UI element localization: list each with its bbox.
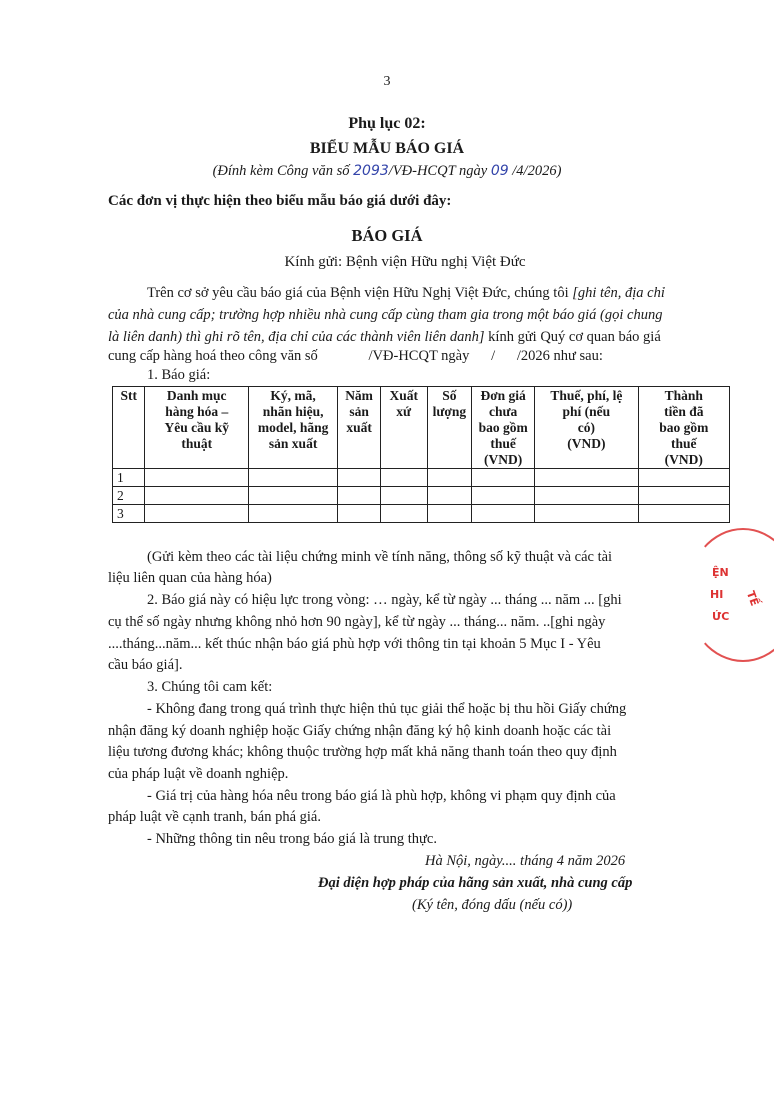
handwritten-doc-number: 2093 <box>353 163 389 179</box>
commit-1-line-4: của pháp luật về doanh nghiệp. <box>108 766 289 782</box>
quote-title: BÁO GIÁ <box>351 226 423 245</box>
stamp-text-4: TẾ <box>743 589 762 608</box>
note-line-1: (Gửi kèm theo các tài liệu chứng minh về tính năng, thông số kỹ thuật và các tài <box>147 549 613 565</box>
stamp-text-3: ỨC <box>712 610 730 623</box>
s2-line-4: cầu báo giá]. <box>108 657 183 673</box>
intro-l3-plain: kính gửi Quý cơ quan báo giá <box>484 329 661 345</box>
handwritten-day: 09 <box>490 163 509 179</box>
table-row <box>113 505 730 523</box>
intro-line-2: của nhà cung cấp; trường hợp nhiều nhà cung cấp cùng tham gia trong một báo giá (gọi chung <box>108 307 663 323</box>
header-total: Thành tiền đã bao gồm thuế (VND) <box>638 387 729 469</box>
commit-3: - Những thông tin nêu trong báo giá là trung thực. <box>147 831 437 847</box>
header-item: Danh mục hàng hóa – Yêu cầu kỹ thuật <box>145 387 249 469</box>
intro-line-3 <box>108 329 661 346</box>
intro-l3-italic: là liên danh) thì ghi rõ tên, địa chỉ của các thành viên liên danh] <box>108 329 485 345</box>
instruction-heading: Các đơn vị thực hiện theo biểu mẫu báo giá dưới đây: <box>108 193 452 209</box>
commit-1-line-3: liệu tương đương khác; không thuộc trường hợp mất khả năng thanh toán theo quy định <box>108 744 617 760</box>
header-tax: Thuế, phí, lệ phí (nếu có) (VND) <box>535 387 639 469</box>
header-year: Năm sản xuất <box>338 387 381 469</box>
table-row <box>113 487 730 505</box>
appendix-title: Phụ lục 02: <box>348 115 426 132</box>
note-line-2: liệu liên quan của hàng hóa) <box>108 570 272 586</box>
commit-2-line-2: pháp luật về cạnh tranh, bán phá giá. <box>108 809 321 825</box>
commit-2-line-1: - Giá trị của hàng hóa nêu trong báo giá là phù hợp, không vi phạm quy định của <box>147 788 616 804</box>
s2-line-2: cụ thể số ngày nhưng không nhỏ hơn 90 ngày], kể từ ngày ... tháng... năm. ..[ghi ngày <box>108 614 606 630</box>
stamp-text-1: ỆN <box>712 566 729 579</box>
row-stt: 3 <box>113 505 145 523</box>
row-stt: 2 <box>113 487 145 505</box>
attachment-line <box>0 163 774 180</box>
stamp-text-2: HI <box>710 588 724 601</box>
sign-note: (Ký tên, đóng dấu (nếu có)) <box>412 897 573 913</box>
header-origin: Xuất xứ <box>380 387 427 469</box>
row-stt: 1 <box>113 469 145 487</box>
recipient-line: Kính gửi: Bệnh viện Hữu nghị Việt Đức <box>284 254 526 270</box>
commit-1-line-2: nhận đăng ký doanh nghiệp hoặc Giấy chứng nhận đăng ký hộ kinh doanh hoặc các tài <box>108 723 612 739</box>
attachment-suffix: /4/2026) <box>508 163 562 179</box>
commit-1-line-1: - Không đang trong quá trình thực hiện thủ tục giải thể hoặc bị thu hồi Giấy chứng <box>147 701 627 717</box>
header-stt: Stt <box>113 387 145 469</box>
red-stamp-seal <box>686 528 774 662</box>
intro-l1-plain: Trên cơ sở yêu cầu báo giá của Bệnh viện Hữu Nghị Việt Đức, chúng tôi <box>147 285 573 301</box>
intro-line-4: cung cấp hàng hoá theo công văn số /VĐ-HCQT ngày / /2026 như sau: <box>108 348 603 364</box>
form-title: BIỂU MẪU BÁO GIÁ <box>309 140 465 157</box>
s2-line-3: ....tháng...năm... kết thúc nhận báo giá phù hợp với thông tin tại khoản 5 Mục I - Yêu <box>108 636 601 652</box>
quote-table <box>112 386 730 523</box>
signer-title: Đại diện hợp pháp của hãng sản xuất, nhà cung cấp <box>318 875 633 891</box>
table-header-row <box>113 387 730 469</box>
section-1-heading: 1. Báo giá: <box>147 367 211 383</box>
header-brand: Ký, mã, nhãn hiệu, model, hãng sản xuất <box>248 387 337 469</box>
section-3-heading: 3. Chúng tôi cam kết: <box>147 679 273 695</box>
date-line: Hà Nội, ngày.... tháng 4 năm 2026 <box>425 853 626 869</box>
intro-line-1 <box>147 285 665 302</box>
intro-l1-italic: [ghi tên, địa chỉ <box>572 285 665 301</box>
table-row <box>113 469 730 487</box>
header-unit-price: Đơn giá chưa bao gồm thuế (VND) <box>472 387 535 469</box>
attachment-middle: /VĐ-HCQT ngày <box>388 163 491 179</box>
s2-line-1: 2. Báo giá này có hiệu lực trong vòng: … ngày, kể từ ngày ... tháng ... năm ... [ghi <box>147 592 622 608</box>
page-number: 3 <box>383 74 391 89</box>
attachment-prefix: (Đính kèm Công văn số <box>212 163 354 179</box>
header-quantity: Số lượng <box>427 387 472 469</box>
